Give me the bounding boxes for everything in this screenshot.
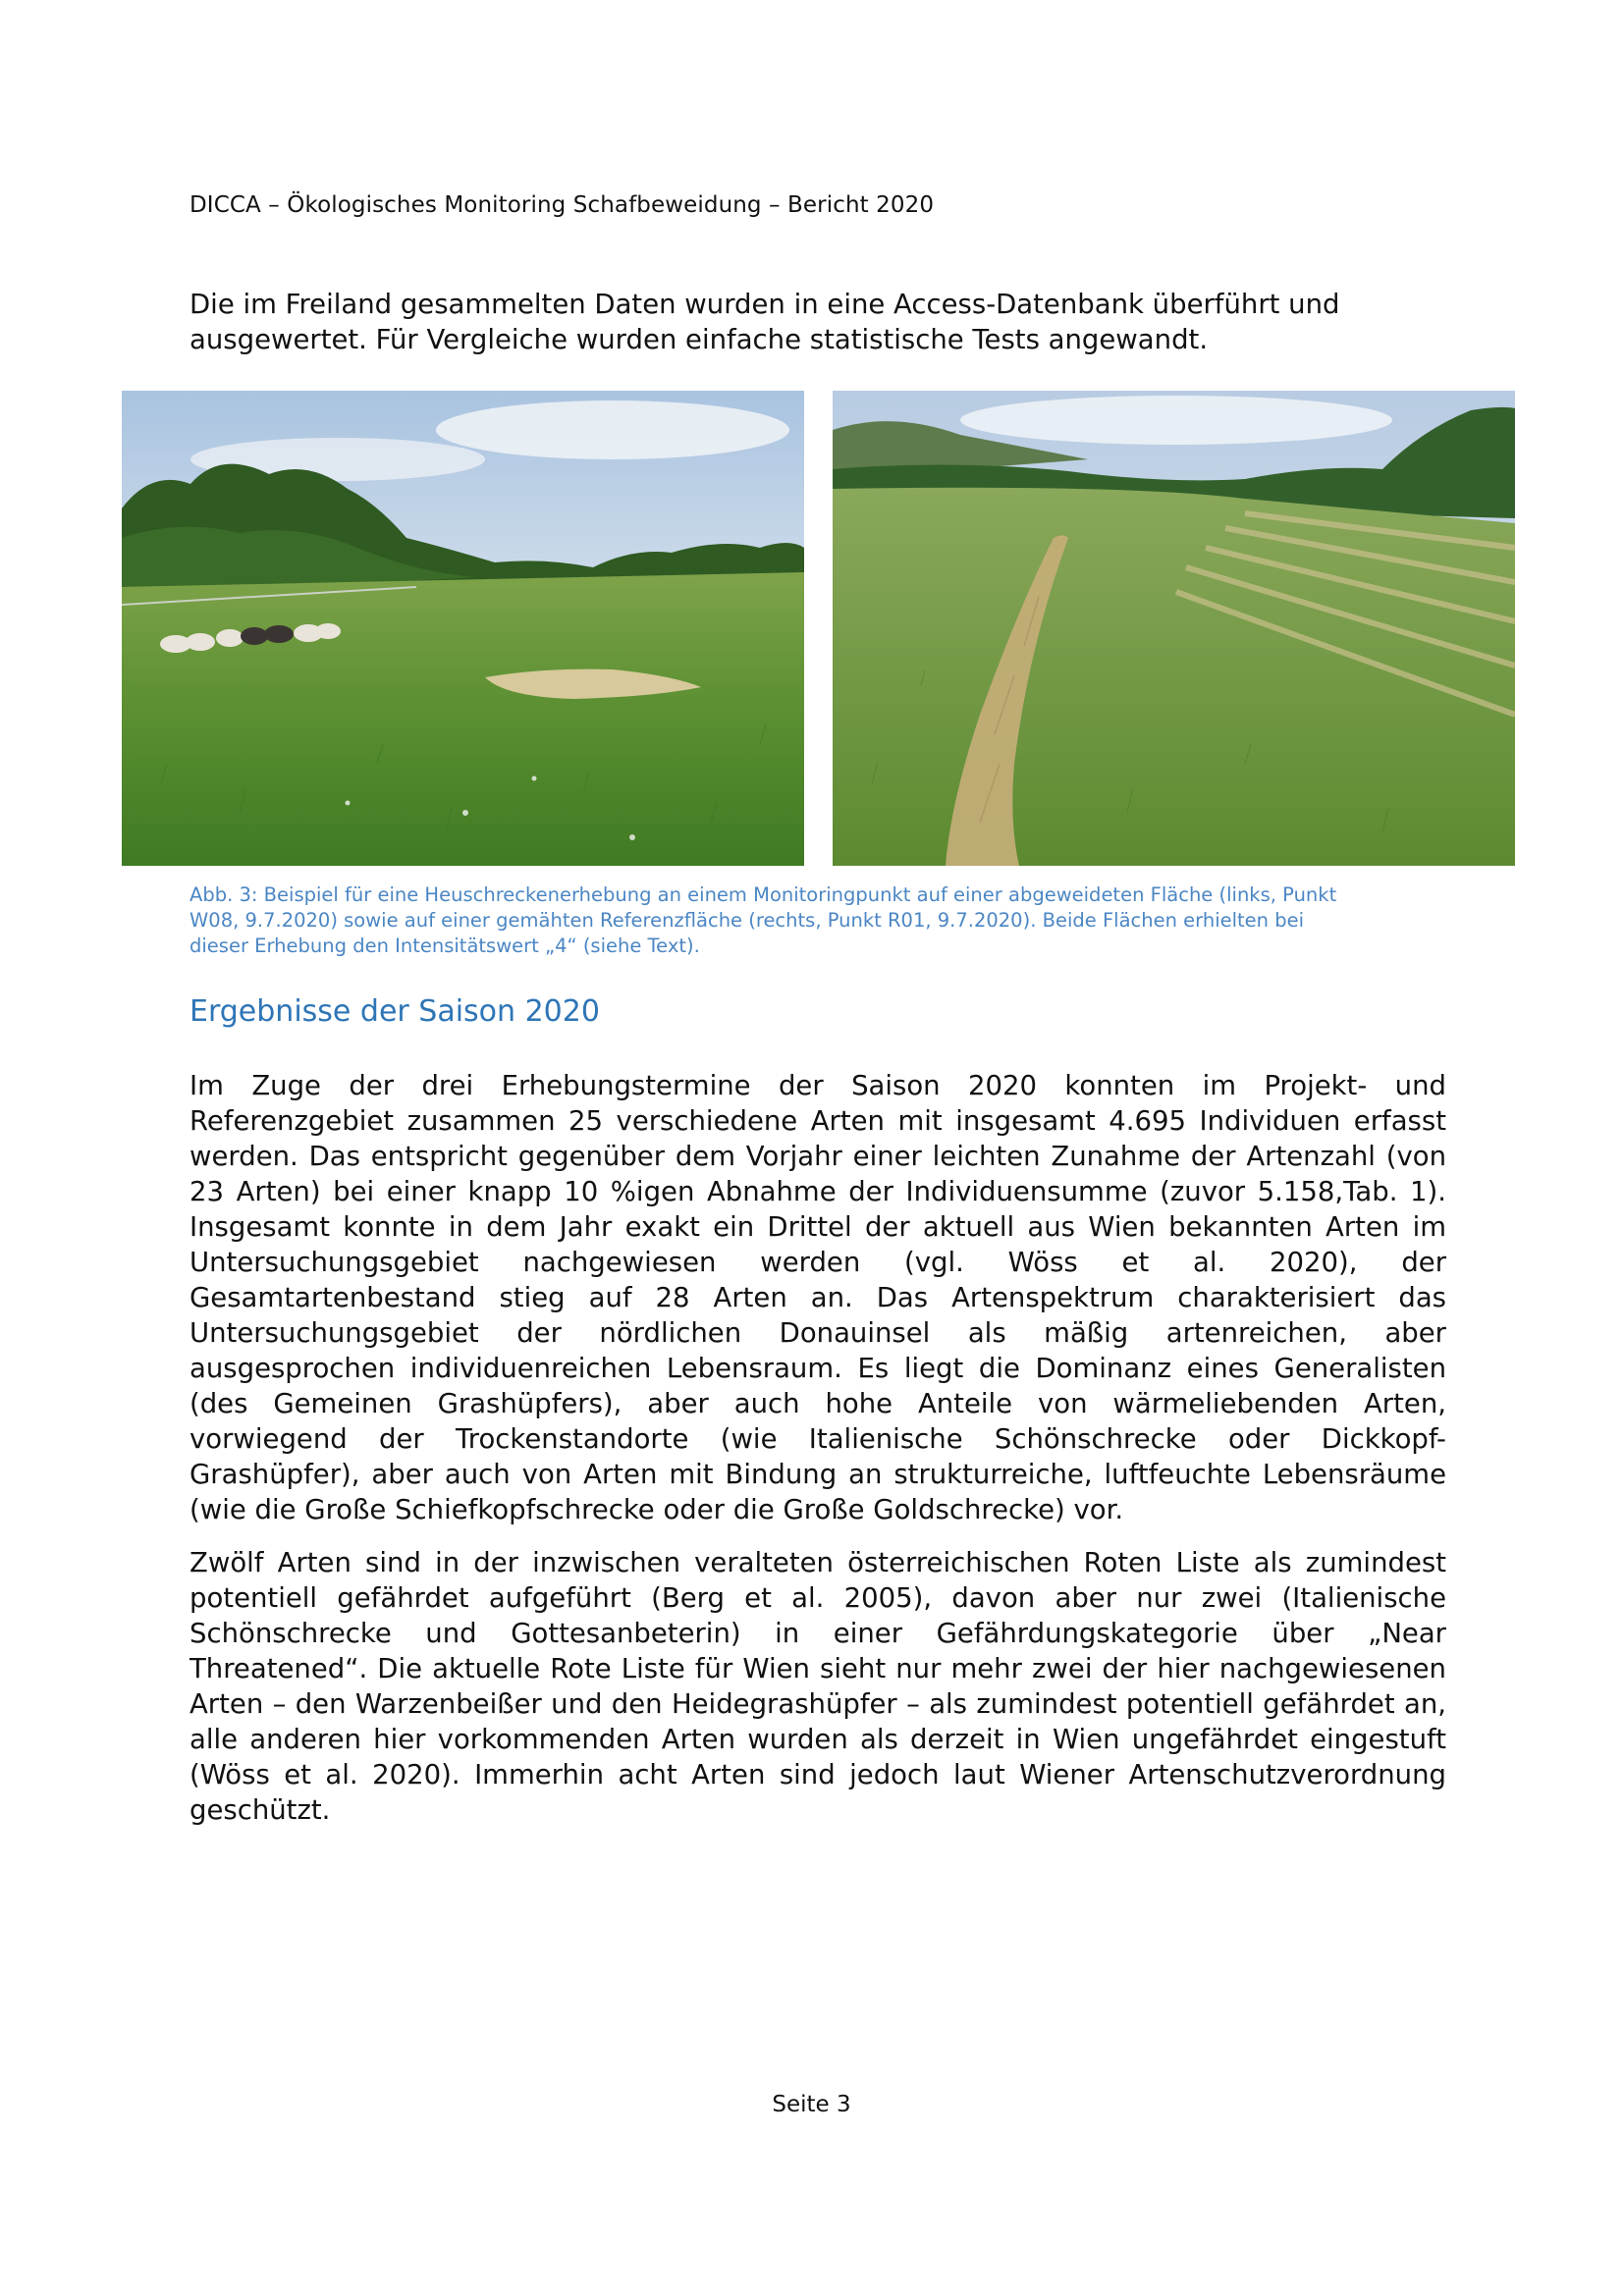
running-header: DICCA – Ökologisches Monitoring Schafbeweidung – Bericht 2020: [189, 192, 935, 218]
body-paragraph: Im Zuge der drei Erhebungstermine der Saison 2020 konnten im Projekt- und Referenzgebiet zusammen 25 verschiedene Arten mit insgesamt 4.695 Individuen erfasst werden. Das entspricht gegenüber dem Vorjahr einer leichten Zunahme der Artenzahl (von 23 Arten) bei einer knapp 10 %igen Abnahme der Individuensumme (zuvor 5.158,Tab. 1). Insgesamt konnte in dem Jahr exakt ein Drittel der aktuell aus Wien bekannten Arten im Untersuchungsgebiet nachgewiesen werden (vgl. Wöss et al. 2020), der Gesamtartenbestand stieg auf 28 Arten an. Das Artenspektrum charakterisiert das Untersuchungsgebiet der nördlichen Donauinsel als mäßig artenreichen, aber ausgesprochen individuenreichen Lebensraum. Es liegt die Dominanz eines Generalisten (des Gemeinen Grashüpfers), aber auch hohe Anteile von wärmeliebenden Arten, vorwiegend der Trockenstandorte (wie Italienische Schönschrecke oder Dickkopf-Grashüpfer), aber auch von Arten mit Bindung an strukturreiche, luftfeuchte Lebensräume (wie die Große Schiefkopfschrecke oder die Große Goldschrecke) vor.: [189, 1070, 1446, 1525]
photo-grazed-area: [122, 391, 804, 866]
page-number: Seite 3: [772, 2092, 851, 2117]
photo-mown-reference-area: [833, 391, 1515, 866]
section-body: [189, 1068, 1446, 1845]
body-paragraph: Zwölf Arten sind in der inzwischen veralteten österreichischen Roten Liste als zumindest potentiell gefährdet aufgeführt (Berg et al. 2005), davon aber nur zwei (Italienische Schönschrecke und Gottesanbeterin) in einer Gefährdungskategorie über „Near Threatened“. Die aktuelle Rote Liste für Wien sieht nur mehr zwei der hier nachgewiesenen Arten – den Warzenbeißer und den Heidegrashüpfer – als zumindest potentiell gefährdet an, alle anderen hier vorkommenden Arten wurden als derzeit in Wien ungefährdet eingestuft (Wöss et al. 2020). Immerhin acht Arten sind jedoch laut Wiener Artenschutzverordnung geschützt.: [189, 1547, 1446, 1826]
intro-text: Die im Freiland gesammelten Daten wurden in eine Access-Datenbank überführt und ausgewertet. Für Vergleiche wurden einfache statistische Tests angewandt.: [189, 289, 1340, 355]
figure-caption: Abb. 3: Beispiel für eine Heuschreckenerhebung an einem Monitoringpunkt auf einer abgeweideten Fläche (links, Punkt W08, 9.7.2020) sowie auf einer gemähten Referenzfläche (rechts, Punkt R01, 9.7.2020). Beide Flächen erhielten bei dieser Erhebung den Intensitätswert „4“ (siehe Text).: [189, 883, 1337, 957]
intro-paragraph: [189, 287, 1456, 357]
section-heading: Ergebnisse der Saison 2020: [189, 994, 600, 1029]
